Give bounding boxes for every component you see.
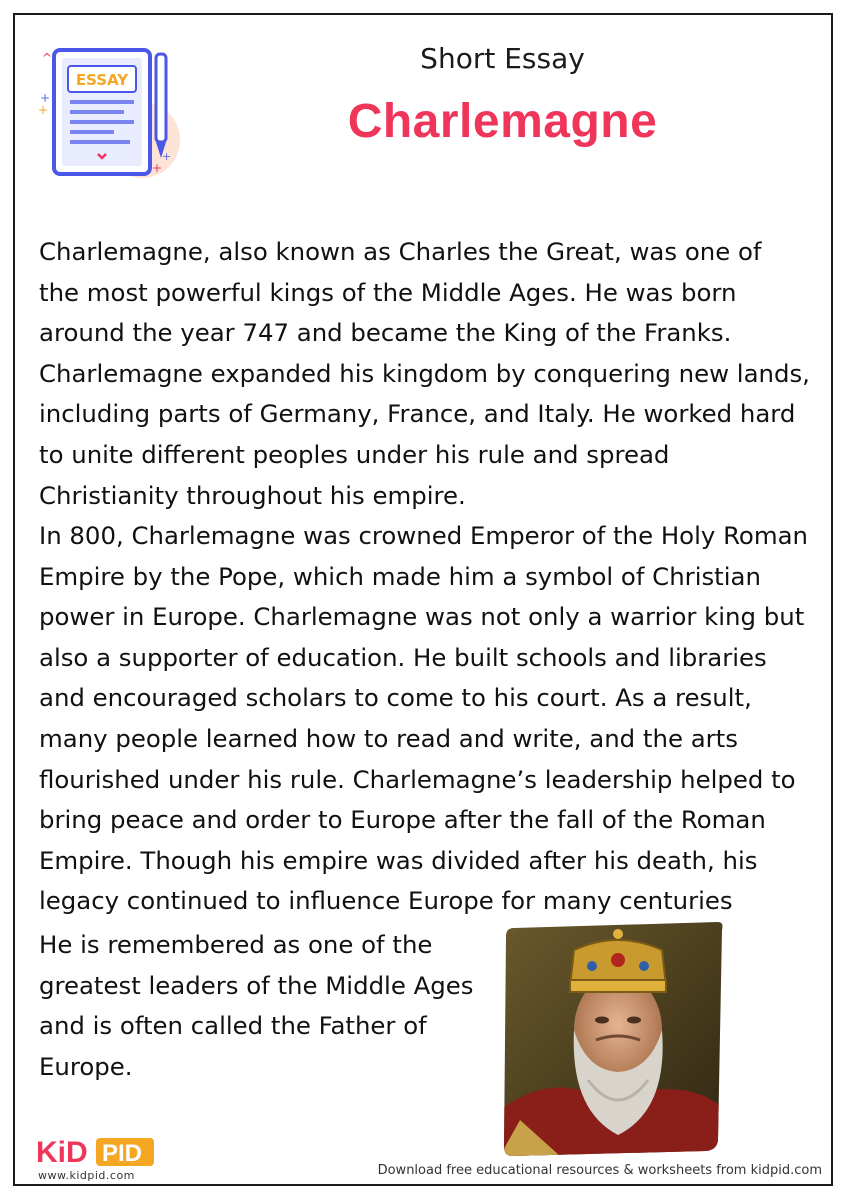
- essay-line: Europe.: [39, 1051, 133, 1081]
- essay-line: Christianity throughout his empire.: [39, 480, 466, 510]
- essay-line: including parts of Germany, France, and Italy. He worked hard: [39, 399, 796, 429]
- essay-line: Charlemagne expanded his kingdom by conquering new lands,: [39, 358, 810, 388]
- essay-line: around the year 747 and became the King of the Franks.: [39, 318, 732, 348]
- essay-line: Empire. Though his empire was divided after his death, his: [39, 845, 758, 875]
- essay-line: to unite different peoples under his rule and spread: [39, 439, 670, 469]
- kidpid-logo: [34, 1130, 164, 1170]
- essay-line: greatest leaders of the Middle Ages: [39, 970, 474, 1000]
- essay-paragraph-3: [39, 925, 499, 1087]
- essay-clipboard-icon: [34, 42, 184, 182]
- svg-text:ESSAY: ESSAY: [75, 71, 129, 89]
- essay-line: and encouraged scholars to come to his court. As a result,: [39, 683, 752, 713]
- essay-line: He is remembered as one of the: [39, 930, 433, 959]
- essay-line: Empire by the Pope, which made him a symbol of Christian: [39, 561, 761, 591]
- essay-line: bring peace and order to Europe after the fall of the Roman: [39, 805, 766, 835]
- essay-line: In 800, Charlemagne was crowned Emperor of the Holy Roman: [39, 521, 809, 550]
- essay-line: legacy continued to influence Europe for many centuries: [39, 886, 733, 916]
- svg-text:+: +: [162, 150, 172, 163]
- svg-text:+: +: [38, 103, 49, 117]
- essay-line: Charlemagne, also known as Charles the Great, was one of: [39, 237, 762, 266]
- svg-text:+: +: [40, 91, 51, 105]
- svg-text:+: +: [152, 161, 163, 175]
- svg-text:^: ^: [42, 51, 53, 65]
- essay-line: the most powerful kings of the Middle Ages. He was born: [39, 277, 737, 307]
- essay-line: many people learned how to read and write, and the arts: [39, 723, 738, 753]
- essay-line: flourished under his rule. Charlemagne’s leadership helped to: [39, 764, 796, 794]
- charlemagne-portrait-image: [500, 920, 725, 1156]
- svg-text:PID: PID: [102, 1140, 143, 1167]
- footer-download-text: Download free educational resources & worksheets from kidpid.com: [377, 1163, 822, 1178]
- svg-text:KiD: KiD: [36, 1136, 88, 1169]
- essay-line: and is often called the Father of: [39, 1011, 427, 1041]
- essay-line: power in Europe. Charlemagne was not only a warrior king but: [39, 602, 805, 632]
- logo-url: www.kidpid.com: [38, 1169, 135, 1182]
- essay-paragraph-1: [39, 232, 829, 516]
- page-title: Charlemagne: [347, 95, 658, 148]
- essay-paragraph-2: [39, 516, 829, 922]
- essay-line: also a supporter of education. He built schools and libraries: [39, 642, 767, 672]
- page-subtitle: Short Essay: [420, 42, 585, 75]
